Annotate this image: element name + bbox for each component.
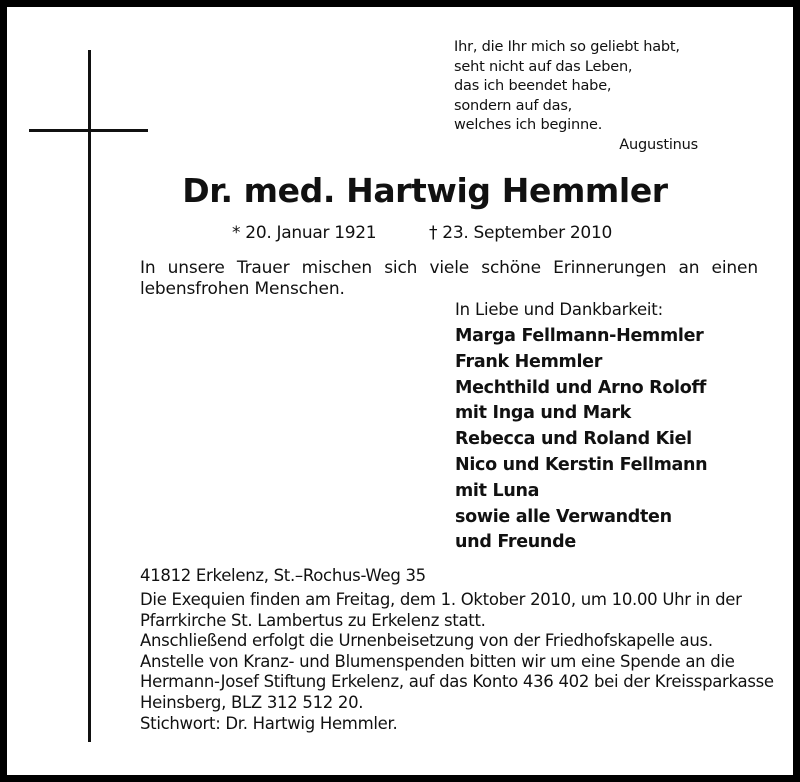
mourner-name: mit Luna [455,480,540,501]
mourners-list [455,299,775,556]
service-info: Die Exequien finden am Freitag, dem 1. Oktober 2010, um 10.00 Uhr in der Pfarrkirche St. Lambertus zu Erkelenz statt. [140,590,742,630]
poem-line: seht nicht auf das Leben, [454,58,633,75]
donation-info: Anstelle von Kranz- und Blumenspenden bitten wir um eine Spende an die Hermann-Josef Stiftung Erkelenz, auf das Konto 436 402 bei der Kreissparkasse Heinsberg, BLZ 312 512 20. [140,651,774,712]
mourner-name: Nico und Kerstin Fellmann [455,454,708,475]
mourner-name: mit Inga und Mark [455,403,632,424]
poem-quote [454,38,714,155]
death-date: † 23. September 2010 [429,223,612,243]
mourner-name: Marga Fellmann-Hemmler [455,326,704,346]
poem-line: Ihr, die Ihr mich so geliebt habt, [454,39,680,55]
cross-icon-vertical [88,50,91,742]
poem-line: welches ich beginne. [454,117,603,133]
cross-icon-horizontal [29,129,148,132]
birth-date: * 20. Januar 1921 [232,223,377,243]
poem-line: sondern auf das, [454,97,573,114]
donation-keyword: Stichwort: Dr. Hartwig Hemmler. [140,713,398,733]
address: 41812 Erkelenz, St.–Rochus-Weg 35 [140,566,426,585]
obituary-notice [7,7,793,775]
burial-info: Anschließend erfolgt die Urnenbeisetzung von der Friedhofskapelle aus. [140,631,713,651]
mourner-name: sowie alle Verwandten [455,506,672,527]
service-details [140,590,780,734]
mourner-name: Rebecca und Roland Kiel [455,429,692,450]
mourner-name: Frank Hemmler [455,351,603,372]
intro-text: In unsere Trauer mischen sich viele schöne Erinnerungen an einen lebensfrohen Menschen. [140,258,758,299]
poem-author: Augustinus [619,136,698,153]
poem-line: das ich beendet habe, [454,78,612,94]
deceased-name: Dr. med. Hartwig Hemmler [182,171,668,210]
mourners-heading: In Liebe und Dankbarkeit: [455,300,663,319]
mourner-name: und Freunde [455,532,576,553]
mourner-name: Mechthild und Arno Roloff [455,377,707,398]
